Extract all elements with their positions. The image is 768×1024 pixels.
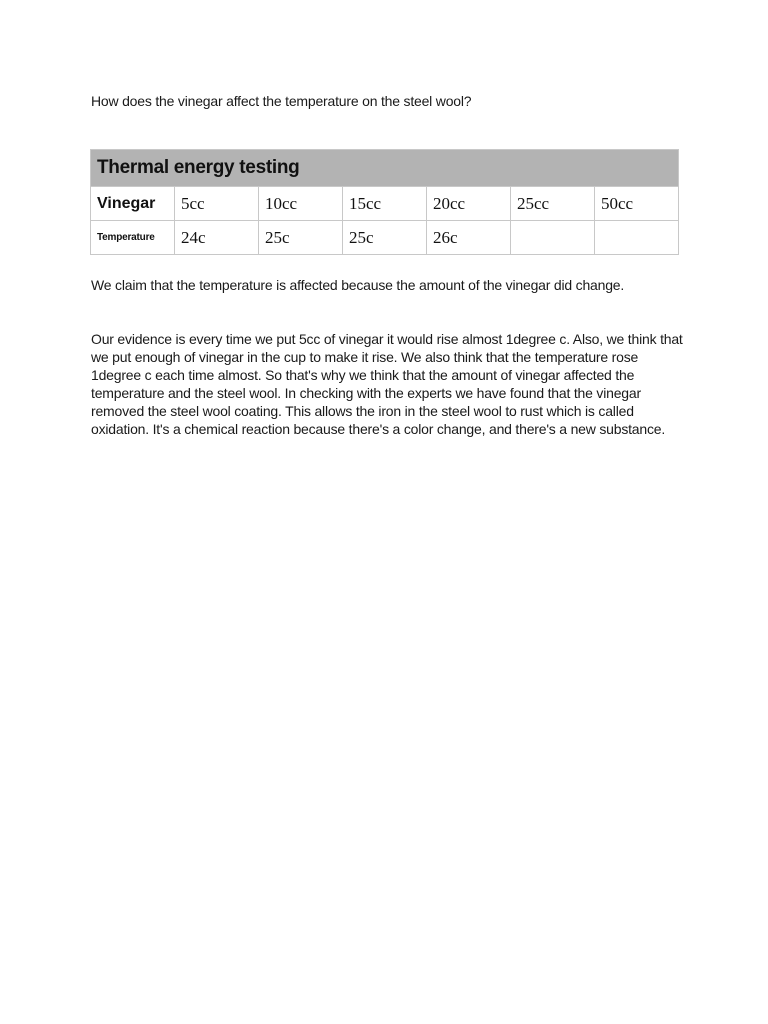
table-row-temperature — [91, 221, 679, 255]
table-cell: 5cc — [175, 187, 259, 221]
thermal-energy-table — [90, 149, 679, 255]
table-cell — [511, 221, 595, 255]
table-cell: 24c — [175, 221, 259, 255]
question-text: How does the vinegar affect the temperature on the steel wool? — [91, 93, 472, 109]
table-title-row — [91, 150, 679, 187]
table-cell: 50cc — [595, 187, 679, 221]
table-cell: 25cc — [511, 187, 595, 221]
table-cell: 10cc — [259, 187, 343, 221]
row-label-vinegar: Vinegar — [91, 187, 175, 221]
thermal-table-container — [90, 149, 678, 255]
table-title: Thermal energy testing — [91, 150, 679, 187]
table-cell: 20cc — [427, 187, 511, 221]
table-cell: 25c — [259, 221, 343, 255]
claim-paragraph: We claim that the temperature is affected because the amount of the vinegar did change. — [91, 277, 625, 293]
table-cell: 26c — [427, 221, 511, 255]
table-row-vinegar — [91, 187, 679, 221]
row-label-temperature: Temperature — [91, 221, 175, 255]
table-cell: 15cc — [343, 187, 427, 221]
evidence-paragraph: Our evidence is every time we put 5cc of vinegar it would rise almost 1degree c. Also, we think that we put enough of vinegar in the cup to make it rise. We also think that the temperature rose 1degree c each time almost. So that's why we think that the amount of vinegar affected the temperature and the steel wool. In checking with the experts we have found that the vinegar removed the steel wool coating. This allows the iron in the steel wool to rust which is called oxidation. It's a chemical reaction because there's a color change, and there's a new substance. — [91, 331, 683, 437]
table-cell — [595, 221, 679, 255]
table-cell: 25c — [343, 221, 427, 255]
